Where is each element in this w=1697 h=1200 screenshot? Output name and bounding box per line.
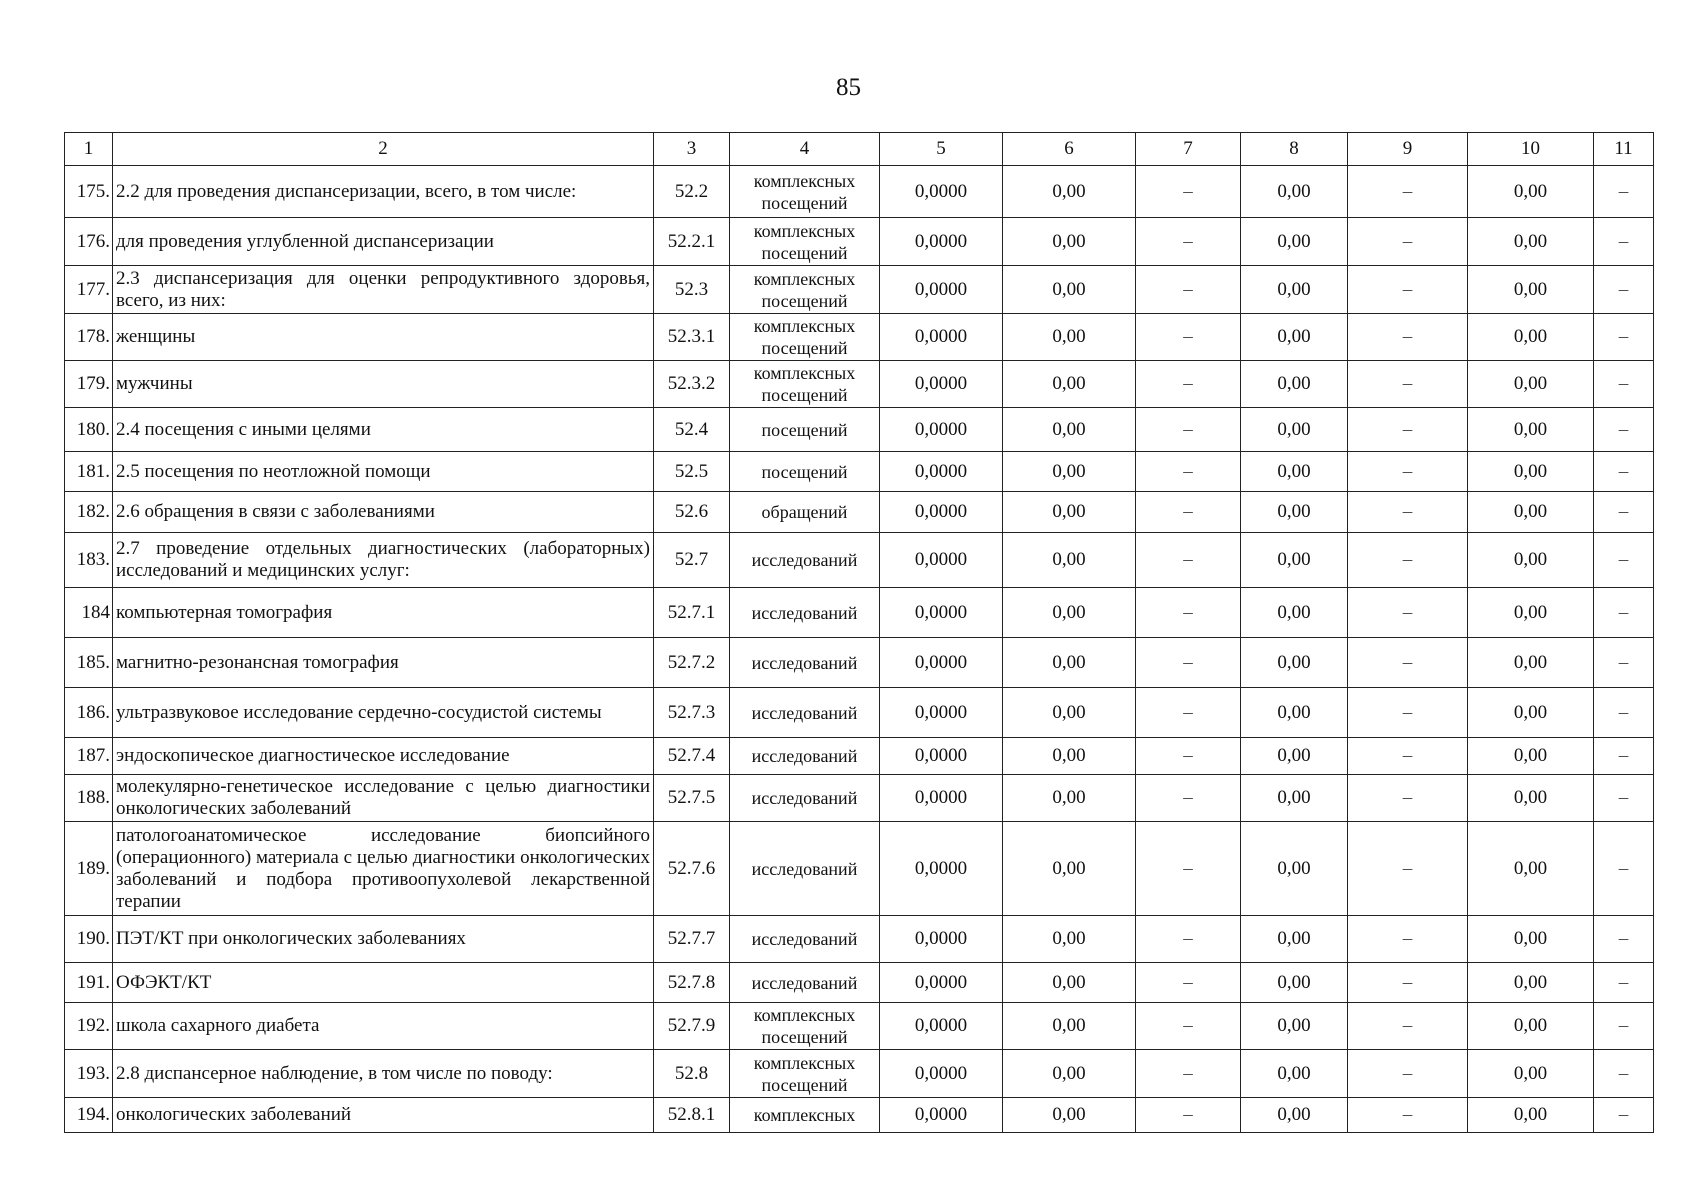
value-cell: 0,00 (1003, 738, 1136, 775)
dash-cell: – (1348, 738, 1468, 775)
unit-cell: исследований (730, 688, 880, 738)
dash-cell: – (1136, 688, 1241, 738)
indicator-name-cell: 2.4 посещения с иными целями (113, 408, 654, 452)
value-cell: 0,00 (1003, 452, 1136, 492)
dash-cell: – (1594, 1098, 1654, 1133)
column-header: 2 (113, 133, 654, 166)
dash-cell: – (1594, 688, 1654, 738)
value-cell: 0,00 (1468, 688, 1594, 738)
value-cell: 0,00 (1241, 533, 1348, 588)
value-cell: 0,0000 (880, 1098, 1003, 1133)
table-row (65, 1003, 1654, 1050)
value-cell: 0,00 (1241, 218, 1348, 266)
dash-cell: – (1136, 775, 1241, 822)
value-cell: 0,00 (1241, 688, 1348, 738)
dash-cell: – (1136, 638, 1241, 688)
dash-cell: – (1348, 166, 1468, 218)
value-cell: 0,00 (1241, 492, 1348, 533)
indicator-name-cell: ОФЭКТ/КТ (113, 963, 654, 1003)
value-cell: 0,00 (1468, 822, 1594, 916)
dash-cell: – (1136, 963, 1241, 1003)
table-row (65, 588, 1654, 638)
table-row (65, 688, 1654, 738)
page-number: 85 (836, 74, 861, 101)
row-code-cell: 52.7.6 (654, 822, 730, 916)
unit-cell: комплексных посещений (730, 1003, 880, 1050)
value-cell: 0,00 (1003, 166, 1136, 218)
value-cell: 0,00 (1468, 916, 1594, 963)
dash-cell: – (1136, 916, 1241, 963)
unit-cell: исследований (730, 775, 880, 822)
dash-cell: – (1136, 1050, 1241, 1098)
value-cell: 0,00 (1241, 408, 1348, 452)
indicator-name-cell: женщины (113, 314, 654, 361)
column-header: 1 (65, 133, 113, 166)
indicator-name-cell: 2.8 диспансерное наблюдение, в том числе по поводу: (113, 1050, 654, 1098)
indicator-name-cell: 2.3 диспансеризация для оценки репродуктивного здоровья, всего, из них: (113, 266, 654, 314)
value-cell: 0,0000 (880, 916, 1003, 963)
indicator-name-cell: для проведения углубленной диспансеризации (113, 218, 654, 266)
indicator-name-cell: 2.6 обращения в связи с заболеваниями (113, 492, 654, 533)
table-row (65, 963, 1654, 1003)
row-number-cell: 188. (65, 775, 113, 822)
value-cell: 0,00 (1241, 916, 1348, 963)
value-cell: 0,0000 (880, 452, 1003, 492)
dash-cell: – (1348, 775, 1468, 822)
value-cell: 0,00 (1468, 408, 1594, 452)
dash-cell: – (1594, 638, 1654, 688)
indicator-name-cell: ультразвуковое исследование сердечно-сосудистой системы (113, 688, 654, 738)
row-code-cell: 52.3 (654, 266, 730, 314)
value-cell: 0,00 (1003, 1003, 1136, 1050)
value-cell: 0,00 (1003, 1098, 1136, 1133)
table-row (65, 314, 1654, 361)
indicator-name-cell: компьютерная томография (113, 588, 654, 638)
row-number-cell: 194. (65, 1098, 113, 1133)
dash-cell: – (1594, 492, 1654, 533)
table-row (65, 492, 1654, 533)
table-row (65, 1098, 1654, 1133)
value-cell: 0,00 (1241, 775, 1348, 822)
value-cell: 0,00 (1003, 314, 1136, 361)
unit-cell: комплексных посещений (730, 314, 880, 361)
value-cell: 0,0000 (880, 963, 1003, 1003)
dash-cell: – (1594, 775, 1654, 822)
value-cell: 0,0000 (880, 218, 1003, 266)
value-cell: 0,0000 (880, 266, 1003, 314)
value-cell: 0,00 (1003, 638, 1136, 688)
dash-cell: – (1136, 266, 1241, 314)
indicator-name-cell: 2.5 посещения по неотложной помощи (113, 452, 654, 492)
table-row (65, 218, 1654, 266)
dash-cell: – (1348, 452, 1468, 492)
row-code-cell: 52.2 (654, 166, 730, 218)
row-number-cell: 179. (65, 361, 113, 408)
dash-cell: – (1348, 218, 1468, 266)
row-code-cell: 52.4 (654, 408, 730, 452)
value-cell: 0,00 (1468, 266, 1594, 314)
dash-cell: – (1136, 408, 1241, 452)
value-cell: 0,00 (1468, 452, 1594, 492)
table-row (65, 266, 1654, 314)
row-number-cell: 187. (65, 738, 113, 775)
value-cell: 0,0000 (880, 588, 1003, 638)
value-cell: 0,00 (1468, 492, 1594, 533)
row-number-cell: 180. (65, 408, 113, 452)
value-cell: 0,0000 (880, 533, 1003, 588)
dash-cell: – (1594, 361, 1654, 408)
value-cell: 0,00 (1003, 963, 1136, 1003)
row-code-cell: 52.3.1 (654, 314, 730, 361)
value-cell: 0,0000 (880, 361, 1003, 408)
unit-cell: комплексных посещений (730, 218, 880, 266)
table-row (65, 775, 1654, 822)
value-cell: 0,00 (1241, 1050, 1348, 1098)
dash-cell: – (1594, 533, 1654, 588)
value-cell: 0,00 (1003, 822, 1136, 916)
dash-cell: – (1136, 361, 1241, 408)
value-cell: 0,00 (1003, 218, 1136, 266)
row-code-cell: 52.7.2 (654, 638, 730, 688)
value-cell: 0,00 (1468, 1050, 1594, 1098)
dash-cell: – (1136, 588, 1241, 638)
dash-cell: – (1348, 1050, 1468, 1098)
dash-cell: – (1136, 1098, 1241, 1133)
row-code-cell: 52.7.9 (654, 1003, 730, 1050)
table-row (65, 916, 1654, 963)
value-cell: 0,00 (1468, 533, 1594, 588)
value-cell: 0,00 (1003, 361, 1136, 408)
dash-cell: – (1136, 1003, 1241, 1050)
unit-cell: комплексных посещений (730, 1050, 880, 1098)
dash-cell: – (1594, 588, 1654, 638)
value-cell: 0,00 (1468, 1003, 1594, 1050)
value-cell: 0,00 (1241, 638, 1348, 688)
unit-cell: исследований (730, 822, 880, 916)
value-cell: 0,00 (1241, 588, 1348, 638)
row-code-cell: 52.7.1 (654, 588, 730, 638)
value-cell: 0,00 (1003, 492, 1136, 533)
value-cell: 0,00 (1468, 588, 1594, 638)
value-cell: 0,00 (1468, 361, 1594, 408)
unit-cell: исследований (730, 916, 880, 963)
table-header-row (65, 133, 1654, 166)
value-cell: 0,00 (1468, 1098, 1594, 1133)
value-cell: 0,0000 (880, 408, 1003, 452)
table-row (65, 1050, 1654, 1098)
row-number-cell: 175. (65, 166, 113, 218)
value-cell: 0,0000 (880, 638, 1003, 688)
row-code-cell: 52.7 (654, 533, 730, 588)
value-cell: 0,00 (1003, 1050, 1136, 1098)
value-cell: 0,00 (1241, 361, 1348, 408)
indicator-name-cell: школа сахарного диабета (113, 1003, 654, 1050)
value-cell: 0,00 (1241, 1098, 1348, 1133)
dash-cell: – (1348, 408, 1468, 452)
dash-cell: – (1136, 492, 1241, 533)
dash-cell: – (1594, 314, 1654, 361)
table-row (65, 638, 1654, 688)
value-cell: 0,0000 (880, 314, 1003, 361)
value-cell: 0,0000 (880, 1003, 1003, 1050)
dash-cell: – (1594, 963, 1654, 1003)
indicator-name-cell: онкологических заболеваний (113, 1098, 654, 1133)
row-code-cell: 52.2.1 (654, 218, 730, 266)
value-cell: 0,00 (1241, 1003, 1348, 1050)
dash-cell: – (1348, 1003, 1468, 1050)
value-cell: 0,0000 (880, 1050, 1003, 1098)
row-code-cell: 52.6 (654, 492, 730, 533)
unit-cell: посещений (730, 408, 880, 452)
value-cell: 0,00 (1241, 452, 1348, 492)
value-cell: 0,00 (1241, 963, 1348, 1003)
unit-cell: комплексных посещений (730, 361, 880, 408)
column-header: 5 (880, 133, 1003, 166)
row-number-cell: 190. (65, 916, 113, 963)
row-number-cell: 186. (65, 688, 113, 738)
column-header: 9 (1348, 133, 1468, 166)
table-row (65, 408, 1654, 452)
value-cell: 0,0000 (880, 822, 1003, 916)
unit-cell: комплексных (730, 1098, 880, 1133)
row-number-cell: 185. (65, 638, 113, 688)
value-cell: 0,00 (1003, 408, 1136, 452)
column-header: 8 (1241, 133, 1348, 166)
dash-cell: – (1594, 1003, 1654, 1050)
row-number-cell: 183. (65, 533, 113, 588)
value-cell: 0,00 (1468, 218, 1594, 266)
row-number-cell: 192. (65, 1003, 113, 1050)
value-cell: 0,0000 (880, 492, 1003, 533)
value-cell: 0,00 (1003, 266, 1136, 314)
indicator-name-cell: патологоанатомическое исследование биопсийного (операционного) материала с целью диагностики онкологических заболеваний и подбора противоопухолевой лекарственной терапии (113, 822, 654, 916)
dash-cell: – (1136, 533, 1241, 588)
row-number-cell: 182. (65, 492, 113, 533)
value-cell: 0,00 (1468, 166, 1594, 218)
value-cell: 0,00 (1468, 775, 1594, 822)
row-number-cell: 189. (65, 822, 113, 916)
table-row (65, 822, 1654, 916)
unit-cell: обращений (730, 492, 880, 533)
value-cell: 0,00 (1468, 638, 1594, 688)
row-code-cell: 52.7.5 (654, 775, 730, 822)
row-number-cell: 176. (65, 218, 113, 266)
row-number-cell: 184 (65, 588, 113, 638)
data-table (64, 132, 1654, 1133)
dash-cell: – (1348, 916, 1468, 963)
row-code-cell: 52.7.7 (654, 916, 730, 963)
table-row (65, 452, 1654, 492)
value-cell: 0,00 (1241, 314, 1348, 361)
value-cell: 0,00 (1241, 822, 1348, 916)
value-cell: 0,00 (1468, 963, 1594, 1003)
value-cell: 0,00 (1003, 688, 1136, 738)
table-row (65, 533, 1654, 588)
value-cell: 0,00 (1003, 588, 1136, 638)
value-cell: 0,00 (1003, 775, 1136, 822)
row-code-cell: 52.8.1 (654, 1098, 730, 1133)
dash-cell: – (1136, 822, 1241, 916)
unit-cell: комплексных посещений (730, 266, 880, 314)
unit-cell: исследований (730, 588, 880, 638)
row-code-cell: 52.5 (654, 452, 730, 492)
row-code-cell: 52.8 (654, 1050, 730, 1098)
unit-cell: исследований (730, 738, 880, 775)
dash-cell: – (1594, 822, 1654, 916)
indicator-name-cell: 2.7 проведение отдельных диагностических (лабораторных) исследований и медицинских услуг: (113, 533, 654, 588)
indicator-name-cell: молекулярно-генетическое исследование с целью диагностики онкологических заболеваний (113, 775, 654, 822)
value-cell: 0,00 (1003, 533, 1136, 588)
row-code-cell: 52.7.4 (654, 738, 730, 775)
row-code-cell: 52.3.2 (654, 361, 730, 408)
dash-cell: – (1348, 638, 1468, 688)
unit-cell: комплексных посещений (730, 166, 880, 218)
row-number-cell: 178. (65, 314, 113, 361)
value-cell: 0,00 (1241, 166, 1348, 218)
indicator-name-cell: ПЭТ/КТ при онкологических заболеваниях (113, 916, 654, 963)
dash-cell: – (1136, 314, 1241, 361)
column-header: 11 (1594, 133, 1654, 166)
dash-cell: – (1348, 688, 1468, 738)
unit-cell: посещений (730, 452, 880, 492)
dash-cell: – (1348, 266, 1468, 314)
dash-cell: – (1348, 588, 1468, 638)
unit-cell: исследований (730, 638, 880, 688)
table-row (65, 361, 1654, 408)
dash-cell: – (1348, 361, 1468, 408)
indicator-name-cell: мужчины (113, 361, 654, 408)
value-cell: 0,00 (1241, 266, 1348, 314)
value-cell: 0,0000 (880, 688, 1003, 738)
indicator-name-cell: эндоскопическое диагностическое исследование (113, 738, 654, 775)
dash-cell: – (1136, 218, 1241, 266)
unit-cell: исследований (730, 963, 880, 1003)
dash-cell: – (1348, 492, 1468, 533)
dash-cell: – (1594, 166, 1654, 218)
dash-cell: – (1594, 218, 1654, 266)
value-cell: 0,0000 (880, 738, 1003, 775)
table-row (65, 166, 1654, 218)
value-cell: 0,0000 (880, 775, 1003, 822)
dash-cell: – (1594, 408, 1654, 452)
dash-cell: – (1594, 452, 1654, 492)
column-header: 7 (1136, 133, 1241, 166)
value-cell: 0,00 (1003, 916, 1136, 963)
column-header: 4 (730, 133, 880, 166)
row-number-cell: 177. (65, 266, 113, 314)
table-row (65, 738, 1654, 775)
dash-cell: – (1348, 314, 1468, 361)
value-cell: 0,0000 (880, 166, 1003, 218)
dash-cell: – (1136, 738, 1241, 775)
row-code-cell: 52.7.8 (654, 963, 730, 1003)
row-number-cell: 181. (65, 452, 113, 492)
dash-cell: – (1594, 916, 1654, 963)
value-cell: 0,00 (1468, 738, 1594, 775)
dash-cell: – (1594, 266, 1654, 314)
dash-cell: – (1594, 1050, 1654, 1098)
indicator-name-cell: магнитно-резонансная томография (113, 638, 654, 688)
row-number-cell: 191. (65, 963, 113, 1003)
value-cell: 0,00 (1241, 738, 1348, 775)
dash-cell: – (1348, 533, 1468, 588)
column-header: 10 (1468, 133, 1594, 166)
dash-cell: – (1348, 822, 1468, 916)
row-code-cell: 52.7.3 (654, 688, 730, 738)
column-header: 6 (1003, 133, 1136, 166)
indicator-name-cell: 2.2 для проведения диспансеризации, всего, в том числе: (113, 166, 654, 218)
row-number-cell: 193. (65, 1050, 113, 1098)
dash-cell: – (1348, 1098, 1468, 1133)
dash-cell: – (1136, 166, 1241, 218)
unit-cell: исследований (730, 533, 880, 588)
value-cell: 0,00 (1468, 314, 1594, 361)
column-header: 3 (654, 133, 730, 166)
dash-cell: – (1594, 738, 1654, 775)
dash-cell: – (1348, 963, 1468, 1003)
dash-cell: – (1136, 452, 1241, 492)
